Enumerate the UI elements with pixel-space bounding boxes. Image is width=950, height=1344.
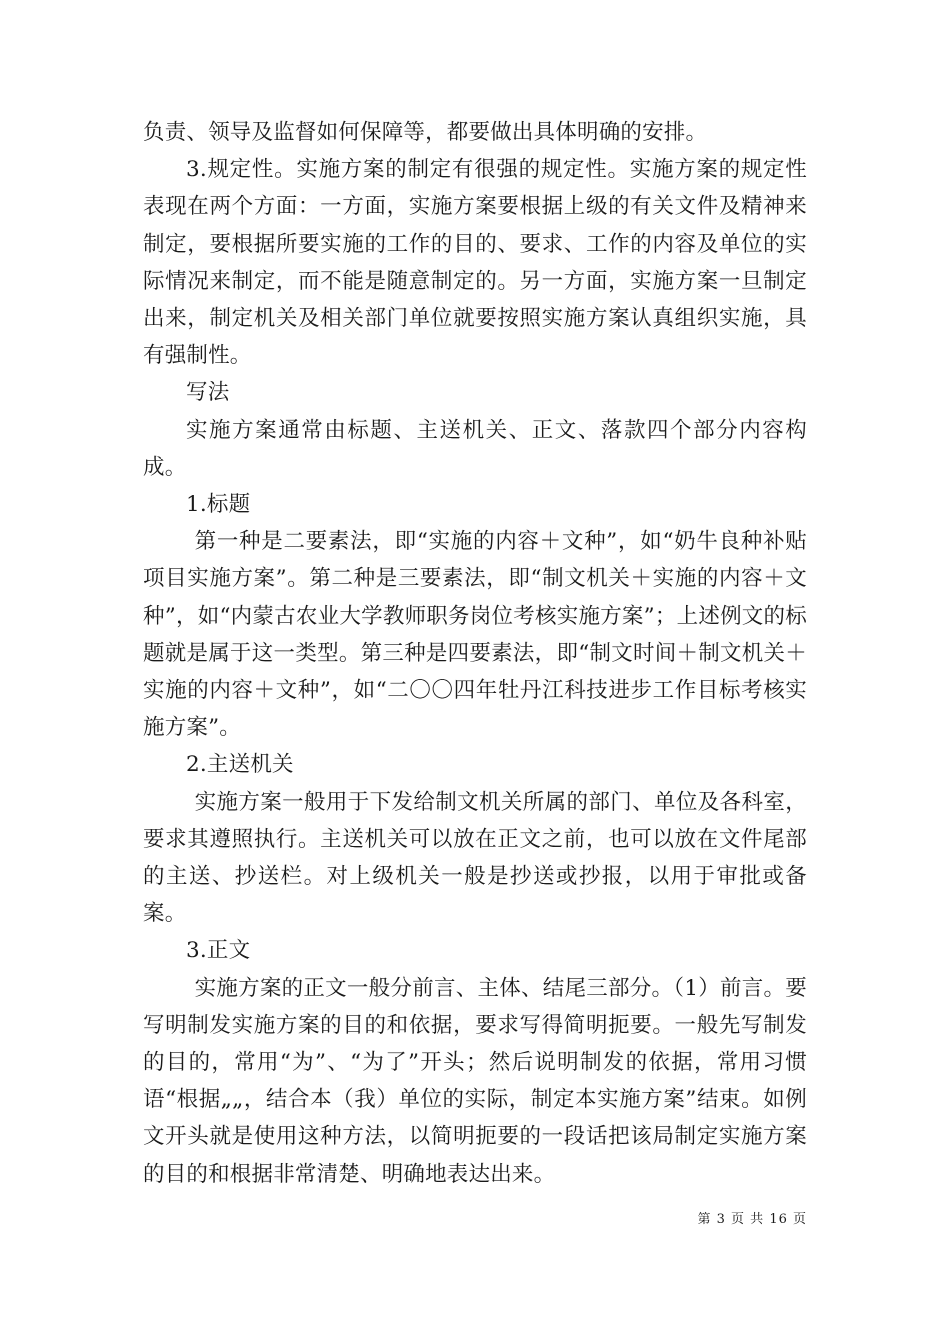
heading-main-text: 3.正文 bbox=[186, 938, 251, 964]
paragraph-structure: 实施方案通常由标题、主送机关、正文、落款四个部分内容构成。 bbox=[143, 417, 807, 480]
paragraph-continuation: 负责、领导及监督如何保障等，都要做出具体明确的安排。 bbox=[143, 120, 708, 145]
heading-recipient: 2.主送机关 bbox=[186, 752, 294, 778]
body-text bbox=[143, 114, 807, 1193]
page-footer: 第 3 页 共 16 页 bbox=[697, 1212, 807, 1227]
heading-writing-method: 写法 bbox=[186, 380, 230, 406]
paragraph-title-methods: 第一种是二要素法，即“实施的内容＋文种”，如“奶牛良种补贴项目实施方案”。第二种是三要素法，即“制文机关＋实施的内容＋文种”，如“内蒙古农业大学教师职务岗位考核实施方案”；上述例文的标题就是属于这一类型。第三种是四要素法，即“制文时间＋制文机关＋实施的内容＋文种”，如“二〇〇四年牡丹江科技进步工作目标考核实施方案”。 bbox=[143, 529, 807, 741]
paragraph-main-text: 实施方案的正文一般分前言、主体、结尾三部分。（1）前言。要写明制发实施方案的目的和依据，要求写得简明扼要。一般先写制发的目的，常用“为”、“为了”开头；然后说明制发的依据，常用习惯语“根据„„，结合本（我）单位的实际，制定本实施方案”结束。如例文开头就是使用这种方法，以简明扼要的一段话把该局制定实施方案的目的和根据非常清楚、明确地表达出来。 bbox=[143, 975, 807, 1187]
paragraph-recipient: 实施方案一般用于下发给制文机关所属的部门、单位及各科室，要求其遵照执行。主送机关可以放在正文之前，也可以放在文件尾部的主送、抄送栏。对上级机关一般是抄送或抄报，以用于审批或备案。 bbox=[143, 789, 807, 927]
paragraph-regulatory: 3.规定性。实施方案的制定有很强的规定性。实施方案的规定性表现在两个方面：一方面，实施方案要根据上级的有关文件及精神来制定，要根据所要实施的工作的目的、要求、工作的内容及单位的实际情况来制定，而不能是随意制定的。另一方面，实施方案一旦制定出来，制定机关及相关部门单位就要按照实施方案认真组织实施，具有强制性。 bbox=[143, 157, 807, 369]
heading-title: 1.标题 bbox=[186, 492, 251, 518]
